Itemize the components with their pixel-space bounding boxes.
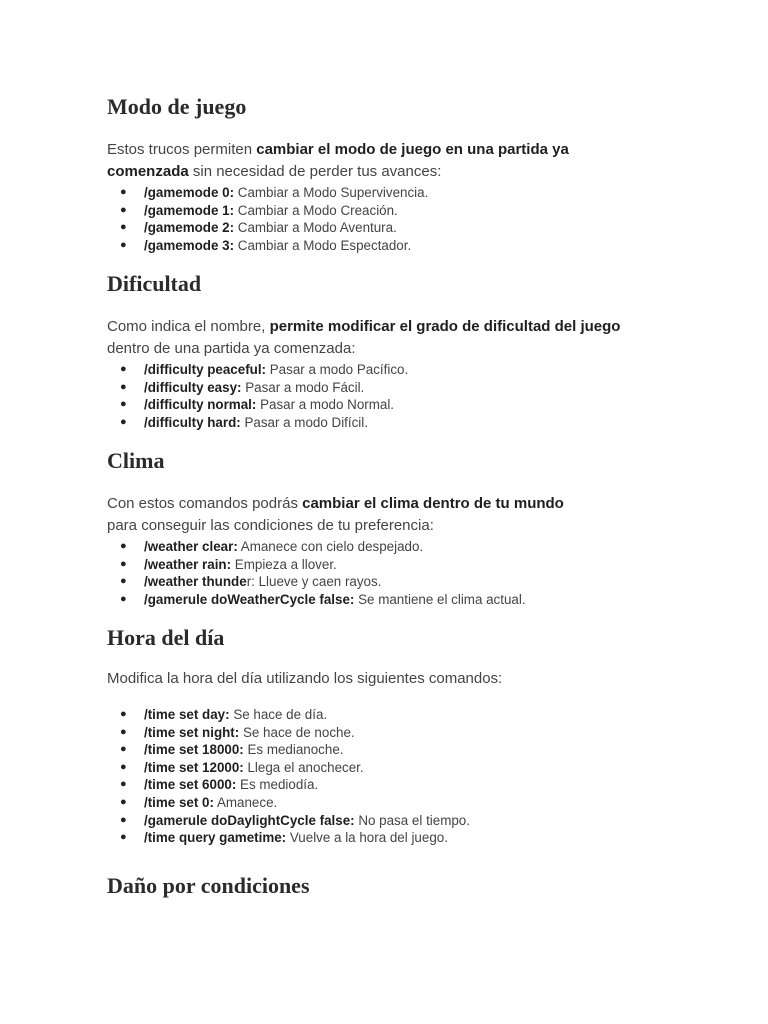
- command-description: Cambiar a Modo Creación.: [234, 202, 398, 218]
- command-name: /time set day:: [144, 707, 230, 722]
- intro-text: Estos trucos permiten: [107, 141, 257, 158]
- intro-bold-text: cambiar el modo de juego en una partida ya comenzada: [107, 141, 569, 180]
- command-name: /weather thunde: [144, 574, 247, 590]
- bullet-icon: ●: [120, 813, 127, 826]
- command-description: Cambiar a Modo Espectador.: [234, 237, 412, 253]
- list-item: [107, 184, 667, 202]
- section-hora-del-dia: [107, 625, 667, 847]
- command-name: /weather clear:: [144, 539, 238, 554]
- command-description: Pasar a modo Fácil.: [241, 379, 365, 395]
- bullet-icon: ●: [120, 557, 127, 570]
- section-clima: [107, 448, 667, 608]
- bullet-icon: ●: [120, 238, 127, 251]
- bullet-icon: ●: [120, 363, 127, 375]
- command-list: [107, 706, 667, 847]
- bullet-icon: ●: [120, 743, 127, 756]
- list-item: [107, 724, 667, 742]
- list-item: [107, 741, 667, 759]
- command-description: Vuelve a la hora del juego.: [286, 830, 448, 846]
- list-item: [107, 414, 667, 432]
- command-description: Empieza a llover.: [231, 556, 337, 572]
- command-name: /time set night:: [144, 724, 240, 740]
- list-item: [107, 776, 667, 794]
- list-item: [107, 219, 667, 237]
- command-description: Es mediodía.: [236, 777, 319, 793]
- list-item: [107, 556, 667, 574]
- section-intro: [107, 139, 647, 183]
- section-heading: Daño por condiciones: [107, 873, 310, 898]
- section-heading: Hora del día: [107, 625, 225, 650]
- bullet-icon: ●: [120, 380, 127, 393]
- command-name: /difficulty peaceful:: [144, 362, 267, 377]
- list-item: [107, 794, 667, 812]
- bullet-icon: ●: [120, 831, 127, 844]
- list-item: [107, 396, 667, 414]
- bullet-icon: ●: [120, 575, 127, 588]
- list-item: [107, 829, 667, 847]
- command-name: /gamerule doWeatherCycle false:: [144, 591, 355, 607]
- command-name: /gamemode 1:: [144, 202, 235, 218]
- command-description: No pasa el tiempo.: [354, 812, 470, 828]
- section-heading: Modo de juego: [107, 94, 247, 119]
- intro-text: Con estos comandos podrás: [107, 495, 303, 512]
- intro-text: sin necesidad de perder tus avances:: [188, 163, 442, 180]
- section-modo-de-juego: [107, 94, 667, 254]
- command-description: Cambiar a Modo Supervivencia.: [234, 185, 429, 200]
- bullet-icon: ●: [120, 778, 127, 791]
- command-description: Pasar a modo Difícil.: [240, 414, 368, 430]
- command-name: /gamerule doDaylightCycle false:: [144, 812, 355, 828]
- command-description: Amanece.: [213, 794, 278, 810]
- command-description: Se mantiene el clima actual.: [354, 591, 526, 607]
- list-item: [107, 759, 667, 777]
- command-name: /difficulty hard:: [144, 414, 241, 430]
- intro-text: Como indica el nombre,: [107, 318, 270, 335]
- command-description: Cambiar a Modo Aventura.: [234, 220, 397, 236]
- section-heading: Clima: [107, 448, 165, 473]
- command-description: Pasar a modo Normal.: [256, 397, 395, 413]
- command-description: Se hace de noche.: [239, 724, 355, 740]
- command-name: /gamemode 0:: [144, 185, 235, 200]
- bullet-icon: ●: [120, 540, 127, 552]
- command-name: /weather rain:: [144, 556, 232, 572]
- bullet-icon: ●: [120, 592, 127, 605]
- command-name: /time set 18000:: [144, 742, 244, 758]
- command-description: Amanece con cielo despejado.: [237, 539, 424, 554]
- list-item: [107, 812, 667, 830]
- command-name: /time set 0:: [144, 794, 214, 810]
- command-name: /gamemode 3:: [144, 237, 235, 253]
- section-intro: [107, 316, 652, 360]
- list-item: [107, 573, 667, 591]
- command-description: Llega el anochecer.: [243, 759, 364, 775]
- command-list: [107, 361, 667, 431]
- list-item: [107, 591, 667, 609]
- command-description: r: Llueve y caen rayos.: [246, 574, 382, 590]
- command-name: /difficulty easy:: [144, 379, 242, 395]
- list-item: [107, 202, 667, 220]
- bullet-icon: ●: [120, 415, 127, 428]
- list-item: [107, 361, 667, 379]
- section-dano-por-condiciones: [107, 873, 667, 899]
- list-item: [107, 538, 667, 556]
- bullet-icon: ●: [120, 203, 127, 216]
- command-name: /difficulty normal:: [144, 397, 257, 413]
- section-dificultad: [107, 271, 667, 431]
- section-intro: [107, 668, 667, 690]
- bullet-icon: ●: [120, 725, 127, 738]
- list-item: [107, 706, 667, 724]
- bullet-icon: ●: [120, 795, 127, 808]
- intro-text: para conseguir las condiciones de tu preferencia:: [107, 517, 434, 534]
- section-heading: Dificultad: [107, 271, 202, 296]
- command-name: /gamemode 2:: [144, 220, 235, 236]
- command-name: /time set 12000:: [144, 759, 244, 775]
- bullet-icon: ●: [120, 708, 127, 720]
- command-list: [107, 538, 667, 608]
- command-description: Pasar a modo Pacífico.: [266, 362, 409, 377]
- list-item: [107, 379, 667, 397]
- command-description: Se hace de día.: [229, 707, 328, 722]
- bullet-icon: ●: [120, 760, 127, 773]
- section-intro: [107, 493, 587, 537]
- command-list: [107, 184, 667, 254]
- command-description: Es medianoche.: [243, 742, 344, 758]
- bullet-icon: ●: [120, 186, 127, 198]
- bullet-icon: ●: [120, 398, 127, 411]
- intro-bold-text: permite modificar el grado de dificultad del juego: [269, 318, 621, 335]
- command-name: /time query gametime:: [144, 830, 287, 846]
- command-name: /time set 6000:: [144, 777, 237, 793]
- intro-text: dentro de una partida ya comenzada:: [107, 340, 356, 357]
- intro-text: Modifica la hora del día utilizando los siguientes comandos:: [107, 670, 503, 687]
- list-item: [107, 237, 667, 255]
- bullet-icon: ●: [120, 221, 127, 234]
- intro-bold-text: cambiar el clima dentro de tu mundo: [302, 495, 564, 512]
